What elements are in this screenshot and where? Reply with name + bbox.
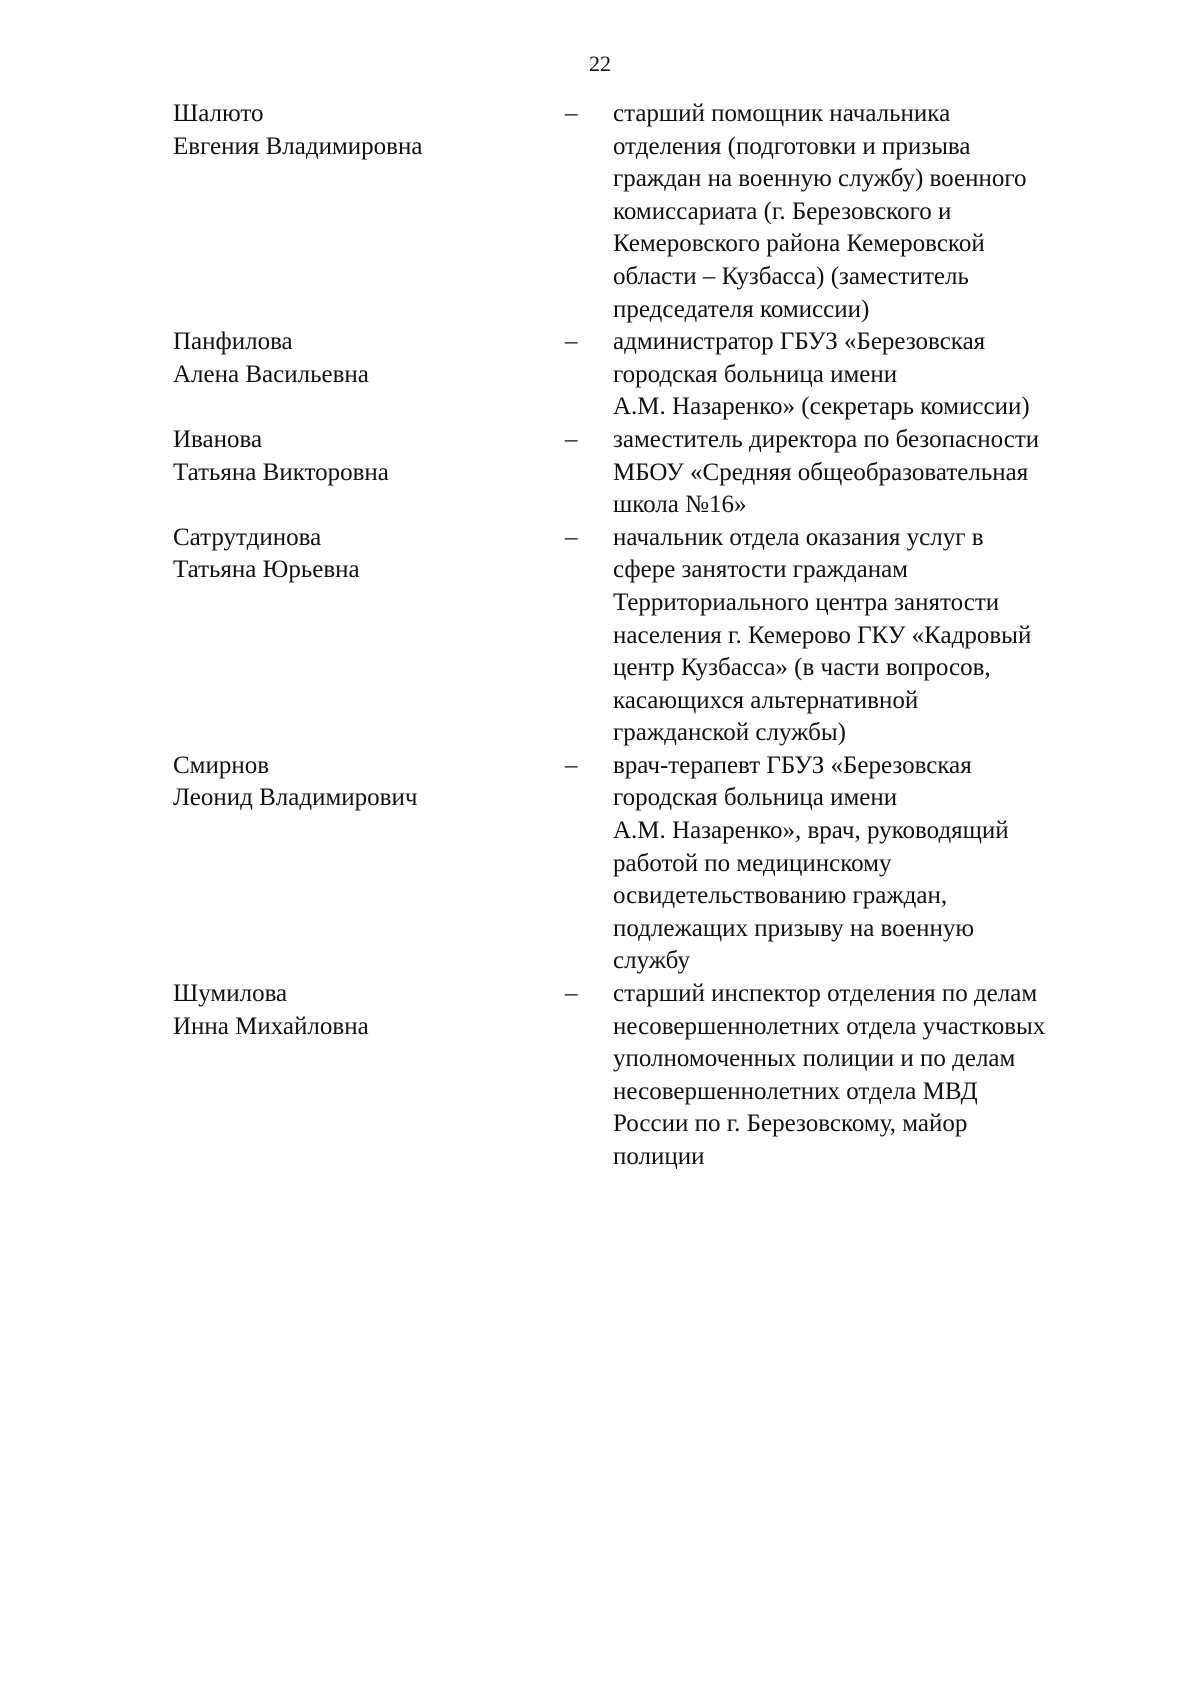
member-position bbox=[613, 750, 1113, 978]
position-line: школа №16» bbox=[613, 491, 747, 519]
member-surname: Панфилова bbox=[173, 328, 293, 356]
position-line: комиссариата (г. Березовского и bbox=[613, 197, 952, 225]
dash-separator: – bbox=[565, 523, 578, 551]
member-name bbox=[173, 750, 565, 978]
position-line: граждан на военную службу) военного bbox=[613, 165, 1027, 193]
commission-member-list bbox=[173, 98, 1133, 1174]
position-line: председателя комиссии) bbox=[613, 295, 870, 323]
position-line: касающихся альтернативной bbox=[613, 686, 919, 714]
member-name bbox=[173, 424, 565, 522]
position-line: МБОУ «Средняя общеобразовательная bbox=[613, 458, 1029, 486]
member-position bbox=[613, 424, 1113, 522]
member-entry bbox=[173, 424, 1133, 522]
position-line: начальник отдела оказания услуг в bbox=[613, 523, 984, 551]
member-position bbox=[613, 978, 1113, 1174]
member-given-names: Татьяна Викторовна bbox=[173, 458, 389, 486]
member-entry bbox=[173, 522, 1133, 750]
position-line: врач-терапевт ГБУЗ «Березовская bbox=[613, 751, 972, 779]
position-line: подлежащих призыву на военную bbox=[613, 914, 975, 942]
member-surname: Шалюто bbox=[173, 100, 264, 127]
position-line: Территориального центра занятости bbox=[613, 588, 1000, 616]
position-line: области – Кузбасса) (заместитель bbox=[613, 262, 969, 290]
position-line: сфере занятости гражданам bbox=[613, 556, 908, 584]
member-entry bbox=[173, 978, 1133, 1174]
position-line: полиции bbox=[613, 1143, 705, 1170]
position-line: городская больница имени bbox=[613, 360, 898, 388]
member-given-names: Татьяна Юрьевна bbox=[173, 556, 360, 584]
member-surname: Смирнов bbox=[173, 751, 270, 779]
member-surname: Сатрутдинова bbox=[173, 523, 322, 551]
member-given-names: Леонид Владимирович bbox=[173, 784, 418, 812]
position-line: заместитель директора по безопасности bbox=[613, 425, 1040, 453]
position-line: А.М. Назаренко» (секретарь комиссии) bbox=[613, 393, 1030, 421]
position-line: службу bbox=[613, 947, 690, 975]
dash-separator: – bbox=[565, 425, 578, 453]
dash-separator: – bbox=[565, 751, 578, 779]
position-line: старший инспектор отделения по делам bbox=[613, 980, 1038, 1008]
member-surname: Шумилова bbox=[173, 980, 288, 1008]
member-position bbox=[613, 326, 1113, 424]
member-name bbox=[173, 326, 565, 424]
dash-separator: – bbox=[565, 328, 578, 356]
member-given-names: Евгения Владимировна bbox=[173, 132, 423, 160]
member-name bbox=[173, 522, 565, 750]
position-line: центр Кузбасса» (в части вопросов, bbox=[613, 654, 991, 682]
position-line: освидетельствованию граждан, bbox=[613, 882, 948, 910]
position-line: Кемеровского района Кемеровской bbox=[613, 230, 985, 258]
member-entry bbox=[173, 326, 1133, 424]
member-position bbox=[613, 522, 1113, 750]
member-entry bbox=[173, 750, 1133, 978]
position-line: России по г. Березовскому, майор bbox=[613, 1110, 968, 1138]
member-entry bbox=[173, 98, 1133, 326]
position-line: несовершеннолетних отдела участковых bbox=[613, 1012, 1046, 1040]
member-name bbox=[173, 978, 565, 1174]
position-line: администратор ГБУЗ «Березовская bbox=[613, 328, 986, 356]
dash-separator: – bbox=[565, 100, 578, 127]
dash-separator: – bbox=[565, 980, 578, 1008]
position-line: А.М. Назаренко», врач, руководящий bbox=[613, 817, 1009, 845]
position-line: несовершеннолетних отдела МВД bbox=[613, 1077, 978, 1105]
member-surname: Иванова bbox=[173, 425, 263, 453]
member-given-names: Инна Михайловна bbox=[173, 1012, 369, 1040]
position-line: уполномоченных полиции и по делам bbox=[613, 1045, 1016, 1073]
member-position bbox=[613, 98, 1113, 326]
position-line: гражданской службы) bbox=[613, 719, 846, 747]
member-given-names: Алена Васильевна bbox=[173, 360, 369, 388]
position-line: старший помощник начальника bbox=[613, 100, 951, 127]
position-line: работой по медицинскому bbox=[613, 849, 892, 877]
member-name bbox=[173, 98, 565, 326]
position-line: городская больница имени bbox=[613, 784, 898, 812]
page-number: 22 bbox=[589, 51, 611, 76]
position-line: населения г. Кемерово ГКУ «Кадровый bbox=[613, 621, 1032, 649]
position-line: отделения (подготовки и призыва bbox=[613, 132, 971, 160]
